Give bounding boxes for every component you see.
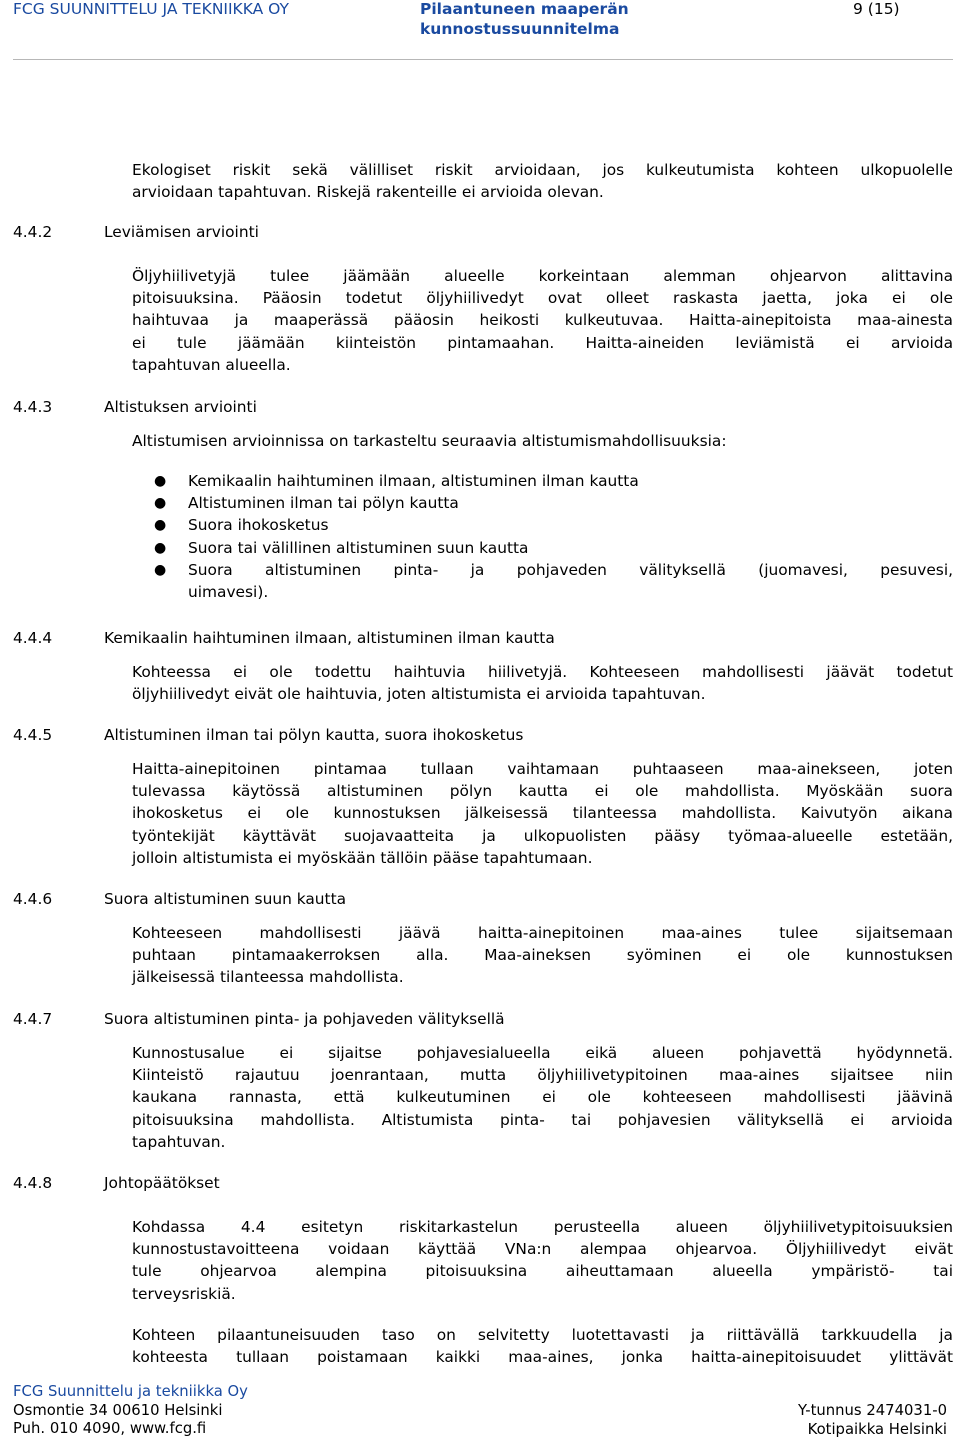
text-line: haihtuvaa ja maaperässä pääosin heikosti kulkeutuvaa. Haitta-ainepitoista maa-ainesta xyxy=(132,311,953,330)
section-heading-4-4-7 xyxy=(13,1008,505,1030)
list-item xyxy=(132,514,953,536)
list-item xyxy=(132,559,953,603)
header-title-line2: kunnostussuunnitelma xyxy=(420,19,620,38)
text-line: Kiinteistö rajautuu joenrantaan, mutta öljyhiilivetypitoinen maa-aines sijaitsee niin xyxy=(132,1066,953,1085)
section-heading-4-4-3 xyxy=(13,396,257,418)
section-title: Leviämisen arviointi xyxy=(104,223,259,241)
section-4-4-3-intro xyxy=(132,430,953,452)
section-number: 4.4.8 xyxy=(13,1174,53,1192)
text-line: terveysriskiä. xyxy=(132,1284,236,1303)
header-title-line1: Pilaantuneen maaperän xyxy=(420,0,629,18)
bullet-icon: ● xyxy=(154,539,167,556)
text-line: Kohteeseen mahdollisesti jäävä haitta-ainepitoinen maa-aines tulee sijaitsemaan xyxy=(132,924,953,942)
list-item xyxy=(132,470,953,492)
text-line: tule ohjearvoa alempina pitoisuuksina aiheuttamaan alueella ympäristö- tai xyxy=(132,1262,953,1281)
text-line: arvioidaan tapahtuvan. Riskejä rakenteille ei arvioida olevan. xyxy=(132,183,604,202)
list-item-text: Kemikaalin haihtuminen ilmaan, altistuminen ilman kautta xyxy=(188,472,639,490)
text-line: Kohteen pilaantuneisuuden taso on selvitetty luotettavasti ja riittävällä tarkkuudella ja xyxy=(132,1326,953,1344)
section-heading-4-4-5 xyxy=(13,724,523,746)
section-title: Johtopäätökset xyxy=(104,1174,220,1192)
text-line: jälkeisessä tilanteessa mahdollista. xyxy=(132,968,404,987)
section-number: 4.4.6 xyxy=(13,890,53,908)
text-line: Kunnostusalue ei sijaitse pohjavesialueella eikä alueen pohjavettä hyödynnetä. xyxy=(132,1044,953,1062)
section-heading-4-4-2 xyxy=(13,221,259,243)
text-line: kohteesta tullaan poistamaan kaikki maa-aines, jonka haitta-ainepitoisuudet ylittävät xyxy=(132,1348,953,1367)
list-item xyxy=(132,492,953,514)
section-title: Altistuksen arviointi xyxy=(104,398,257,416)
text-line: ei tule jäämään kiinteistön pintamaahan. Haitta-aineiden leviämistä ei arvioida xyxy=(132,333,953,352)
section-heading-4-4-8 xyxy=(13,1172,220,1194)
list-item-text: Suora ihokosketus xyxy=(188,516,329,535)
section-title: Suora altistuminen pinta- ja pohjaveden välityksellä xyxy=(104,1010,505,1028)
section-title: Suora altistuminen suun kautta xyxy=(104,890,347,908)
list-item-text: Suora altistuminen pinta- ja pohjaveden välityksellä (juomavesi, pesuvesi, xyxy=(188,560,953,579)
section-4-4-6-paragraph xyxy=(132,922,953,989)
section-4-4-8-paragraph-1 xyxy=(132,1216,953,1305)
page-number: 9 (15) xyxy=(853,0,900,18)
exposure-pathways-list xyxy=(132,470,953,603)
text-line: pitoisuuksina. Pääosin todetut öljyhiilivedyt ovat olleet raskasta jaetta, joka ei ole xyxy=(132,289,953,308)
text-line: Kohdassa 4.4 esitetyn riskitarkastelun perusteella alueen öljyhiilivetypitoisuuksien xyxy=(132,1218,953,1236)
section-number: 4.4.2 xyxy=(13,223,53,241)
list-item-text: Altistuminen ilman tai pölyn kautta xyxy=(188,494,459,513)
section-heading-4-4-6 xyxy=(13,888,346,910)
footer-domicile: Kotipaikka Helsinki xyxy=(807,1420,947,1438)
text-line: Altistumisen arvioinnissa on tarkasteltu seuraavia altistumismahdollisuuksia: xyxy=(132,432,727,450)
text-line: puhtaan pintamaakerroksen alla. Maa-aineksen syöminen ei ole kunnostuksen xyxy=(132,946,953,965)
text-line: pitoisuuksina mahdollista. Altistumista pinta- tai pohjavesien välityksellä ei arvioida xyxy=(132,1110,953,1129)
list-item-text: uimavesi). xyxy=(188,583,269,602)
section-title: Kemikaalin haihtuminen ilmaan, altistuminen ilman kautta xyxy=(104,629,555,647)
list-item-text: Suora tai välillinen altistuminen suun kautta xyxy=(188,538,529,557)
page-header xyxy=(0,0,960,60)
text-line: Haitta-ainepitoinen pintamaa tullaan vaihtamaan puhtaaseen maa-ainekseen, joten xyxy=(132,760,953,778)
section-4-4-4-paragraph xyxy=(132,661,953,705)
bullet-icon: ● xyxy=(154,495,167,512)
bullet-icon: ● xyxy=(154,561,167,578)
text-line: tapahtuvan. xyxy=(132,1132,226,1151)
footer-contact: Puh. 010 4090, www.fcg.fi xyxy=(13,1420,207,1438)
section-number: 4.4.3 xyxy=(13,398,53,416)
section-number: 4.4.5 xyxy=(13,726,53,744)
text-line: työntekijät käyttävät suojavaatteita ja ulkopuolisten pääsy työmaa-alueelle estetään, xyxy=(132,826,953,845)
text-line: ihokosketus ei ole kunnostuksen jälkeisessä tilanteessa mahdollista. Kaivutyön aikana xyxy=(132,804,953,823)
text-line: tulevassa käytössä altistuminen pölyn kautta ei ole mahdollista. Myöskään suora xyxy=(132,782,953,801)
intro-paragraph xyxy=(132,159,953,203)
header-title xyxy=(420,0,629,39)
text-line: Öljyhiilivetyjä tulee jäämään alueelle korkeintaan alemman ohjearvon alittavina xyxy=(132,267,953,285)
footer-address: Osmontie 34 00610 Helsinki xyxy=(13,1401,223,1419)
text-line: kunnostustavoitteena voidaan käyttää VNa:n alempaa ohjearvoa. Öljyhiilivedyt eivät xyxy=(132,1240,953,1259)
page-footer-right xyxy=(798,1402,947,1439)
section-title: Altistuminen ilman tai pölyn kautta, suora ihokosketus xyxy=(104,726,524,744)
section-heading-4-4-4 xyxy=(13,627,555,649)
section-number: 4.4.7 xyxy=(13,1010,53,1028)
bullet-icon: ● xyxy=(154,473,167,489)
header-divider xyxy=(13,59,953,60)
section-4-4-2-paragraph xyxy=(132,265,953,376)
header-company: FCG SUUNNITTELU JA TEKNIIKKA OY xyxy=(13,0,289,18)
text-line: tapahtuvan alueella. xyxy=(132,355,291,374)
text-line: kaukana rannasta, että kulkeutuminen ei ole kohteeseen mahdollisesti jäävinä xyxy=(132,1088,953,1107)
section-number: 4.4.4 xyxy=(13,629,53,647)
footer-company: FCG Suunnittelu ja tekniikka Oy xyxy=(13,1383,248,1400)
page-footer-left xyxy=(13,1383,248,1439)
bullet-icon: ● xyxy=(154,517,167,534)
text-line: öljyhiilivedyt eivät ole haihtuvia, joten altistumista ei arvioida tapahtuvan. xyxy=(132,685,706,704)
text-line: jolloin altistumista ei myöskään tällöin pääse tapahtumaan. xyxy=(132,848,593,867)
footer-business-id: Y-tunnus 2474031-0 xyxy=(797,1402,947,1419)
text-line: Ekologiset riskit sekä välilliset riskit arvioidaan, jos kulkeutumista kohteen ulkopuolelle xyxy=(132,161,953,179)
section-4-4-7-paragraph xyxy=(132,1042,953,1153)
section-4-4-5-paragraph xyxy=(132,758,953,869)
list-item xyxy=(132,537,953,559)
text-line: Kohteessa ei ole todettu haihtuvia hiilivetyjä. Kohteeseen mahdollisesti jäävät todetut xyxy=(132,663,953,681)
section-4-4-8-paragraph-2 xyxy=(132,1324,953,1368)
